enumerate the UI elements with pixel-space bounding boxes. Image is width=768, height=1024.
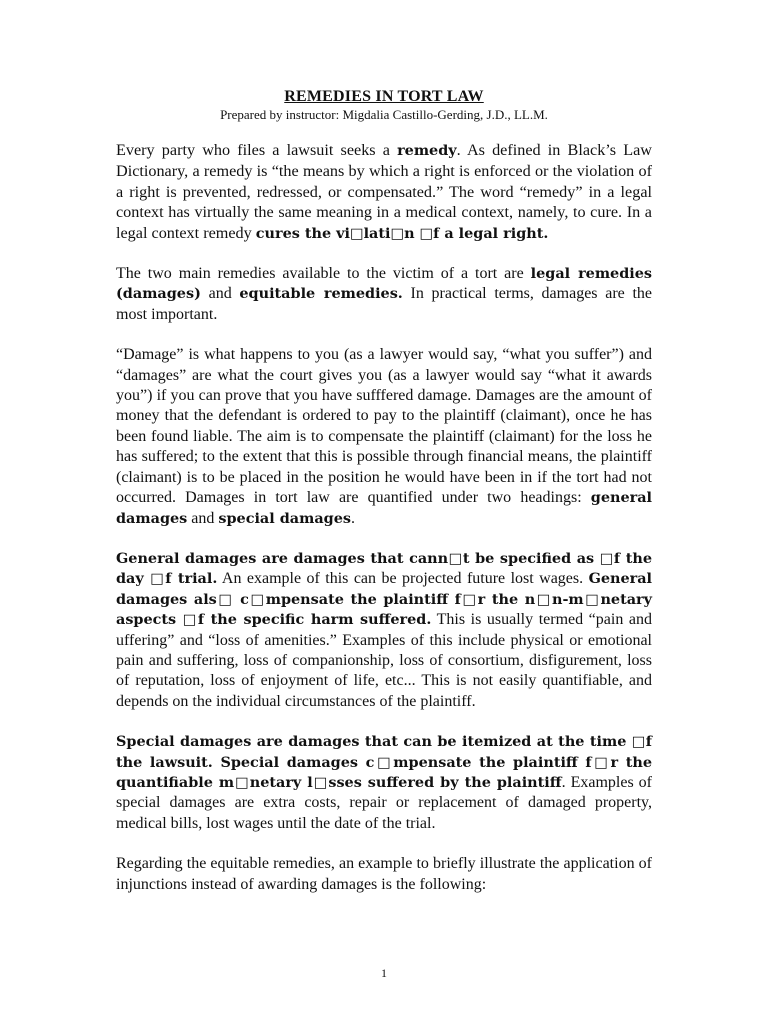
bold-phrase: General damages als□ c□mpensate the plaintiff f□r the n□n-m□netary aspects □f the specific harm suffered. — [116, 570, 652, 629]
bold-term-general-damages: general damages — [116, 489, 652, 527]
paragraph-remedy-definition — [116, 140, 652, 244]
paragraph-two-remedies — [116, 264, 652, 325]
page-number: 1 — [381, 966, 387, 980]
text-run: Every party who files a lawsuit seeks a — [116, 141, 398, 159]
document-title: REMEDIES IN TORT LAW — [284, 88, 484, 105]
text-run: and — [200, 285, 240, 303]
bold-term-legal-remedies: legal remedies (damages) — [116, 265, 652, 303]
text-run: . Examples of special damages are extra costs, repair or replacement of damaged property, medical bills, lost wages until the date of the trial. — [116, 773, 652, 832]
document-body — [116, 140, 652, 915]
text-run: This is usually termed “pain and uffering” and “loss of amenities.” Examples of this include physical or emotional pain and suffering, loss of companionship, loss of consortium, disfigurement, loss of reputation, loss of enjoyment of life, etc... This is not easily quantifiable, and depends on the individual circumstances of the plaintiff. — [116, 611, 652, 710]
text-run: The two main remedies available to the victim of a tort are — [116, 265, 531, 283]
text-run: “Damage” is what happens to you (as a lawyer would say, “what you suffer”) and “damages” are what the court gives you (as a lawyer would say “what it awards you”) if you can prove that you have sufffered damage. Damages are the amount of money that the defendant is ordered to pay to the plaintiff (claimant), once he has been found liable. The aim is to compensate the plaintiff (claimant) for the loss he has suffered; to the extent that this is possible through financial means, the plaintiff (claimant) is to be placed in the position he would have been in if the tort had not occurred. Damages in tort law are quantified under two headings: — [116, 346, 652, 507]
bold-term-equitable-remedies: equitable remedies. — [239, 285, 403, 303]
bold-phrase: General damages are damages that cann□t be specified as □f the day □f trial. — [116, 549, 652, 588]
text-run: and — [187, 509, 219, 527]
bold-term-special-damages: special damages — [218, 509, 351, 527]
text-run: In practical terms, damages are the most important. — [116, 285, 653, 323]
bold-phrase: Special damages are damages that can be itemized at the time □f the lawsuit. Special damages c□mpensate the plaintiff f□r the quantifiable m□netary l□sses suffered by the plaintiff — [116, 733, 652, 791]
text-run: . As defined in Black’s Law Dictionary, a remedy is “the means by which a right is enforced or the violation of a right is prevented, redressed, or compensated.” The word “remedy” in a legal context has virtually the same meaning in a medical context, namely, to cure. In a legal context remedy — [116, 141, 652, 242]
bold-phrase: cures the vi□lati□n □f a legal right. — [255, 224, 549, 242]
paragraph-damage-vs-damages — [116, 345, 652, 529]
text-run: Regarding the equitable remedies, an example to briefly illustrate the application of injunctions instead of awarding damages is the following: — [116, 855, 652, 893]
paragraph-equitable-remedies — [116, 854, 652, 895]
text-run: An example of this can be projected future lost wages. — [217, 570, 589, 588]
paragraph-general-damages — [116, 549, 652, 712]
bold-term-remedy: remedy — [397, 142, 457, 159]
document-subtitle: Prepared by instructor: Migdalia Castillo-Gerding, J.D., LL.M. — [220, 107, 548, 122]
paragraph-special-damages — [116, 732, 652, 834]
text-run: . — [350, 509, 355, 527]
